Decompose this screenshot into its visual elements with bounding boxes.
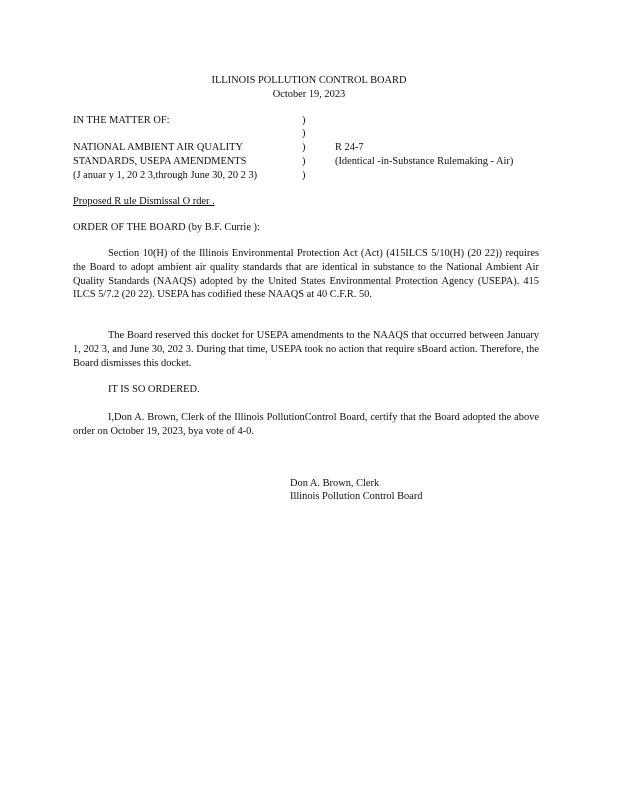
caption-paren: )	[302, 128, 306, 139]
signature-title: Illinois Pollution Control Board	[290, 491, 423, 502]
matter-label: IN THE MATTER OF:	[73, 115, 170, 126]
caption-title-line: (J anuar y 1, 20 2 3,through June 30, 20 2 3)	[73, 170, 258, 181]
clerk-certification: I,Don A. Brown, Clerk of the Illinois PollutionControl Board, certify that the Board adopted the above order on October 19, 2023, bya vote of 4-0.	[73, 412, 539, 437]
document-type: Proposed R ule Dismissal O rder .	[73, 196, 215, 207]
so-ordered: IT IS SO ORDERED.	[108, 384, 200, 395]
docket-number: R 24-7	[335, 142, 364, 153]
caption-paren: )	[302, 115, 306, 126]
signature-name: Don A. Brown, Clerk	[290, 478, 380, 489]
caption-title-line: STANDARDS, USEPA AMENDMENTS	[73, 156, 247, 167]
caption-paren: )	[302, 170, 306, 181]
caption-paren: )	[302, 156, 306, 167]
docket-type: (Identical -in-Substance Rulemaking - Air)	[335, 156, 514, 167]
agency-heading: ILLINOIS POLLUTION CONTROL BOARD	[211, 75, 407, 86]
caption-title-line: NATIONAL AMBIENT AIR QUALITY	[73, 142, 243, 153]
order-date: October 19, 2023	[272, 89, 346, 100]
order-heading: ORDER OF THE BOARD (by B.F. Currie ):	[73, 222, 260, 233]
body-paragraph: The Board reserved this docket for USEPA amendments to the NAAQS that occurred between January 1, 202 3, and June 30, 202 3. During that time, USEPA took no action that require sBoard action. Therefore, the Board dismisses this docket.	[73, 330, 539, 369]
body-paragraph: Section 10(H) of the Illinois Environmental Protection Act (Act) (415ILCS 5/10(H) (20 22)) requires the Board to adopt ambient air quality standards that are identical in substance to the National Ambient Air Quality Standards (NAAQS) adopted by the United States Environmental Protection Agency (USEPA). 415 ILCS 5/7.2 (20 22). USEPA has codified these NAAQS at 40 C.F.R. 50.	[73, 248, 539, 301]
caption-paren: )	[302, 142, 306, 153]
